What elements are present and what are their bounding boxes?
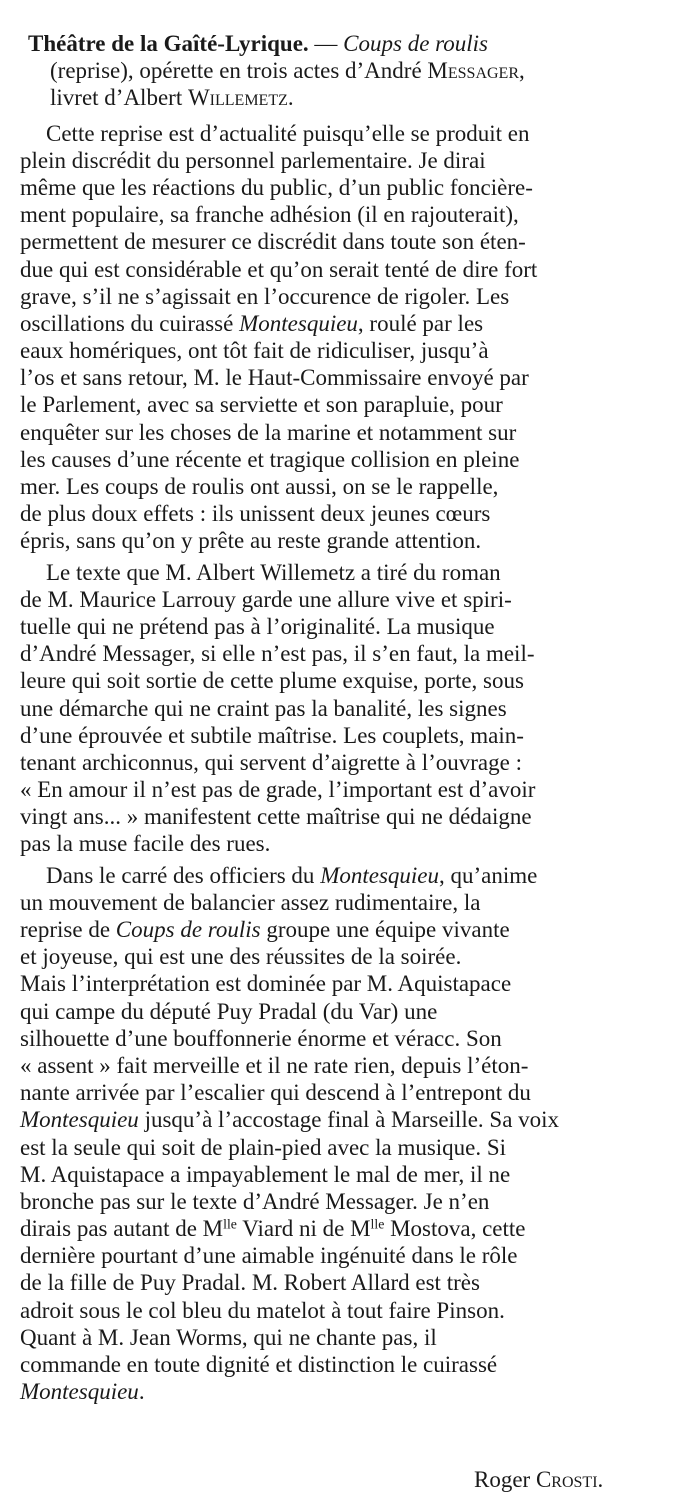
text-line: bronche pas sur le texte d’André Messager. Je n’en (20, 1188, 490, 1214)
text-line: M. Aquistapace a impayablement le mal de mer, il ne (20, 1161, 511, 1187)
text-line: de plus doux effets : ils unissent deux jeunes cœurs (20, 501, 491, 527)
text-line: Le texte que M. Albert Willemetz a tiré du roman (46, 559, 501, 585)
text-line: Cette reprise est d’actualité puisqu’elle se produit en (46, 120, 530, 146)
review-article (20, 30, 696, 1405)
heading-line: (reprise), opérette en trois actes d’André Messager, (50, 58, 525, 84)
ship-name: Montesquieu (20, 1379, 139, 1405)
article-heading (20, 30, 696, 112)
paragraph-2 (20, 559, 696, 858)
text-line: d’André Messager, si elle n’est pas, il s’en faut, la meil- (20, 641, 535, 667)
text-line: ment populaire, sa franche adhésion (il en rajouterait), (20, 202, 519, 228)
author-surname: Crosti (535, 1467, 598, 1492)
text-line: grave, s’il ne s’agissait en l’occurence de rigoler. Les (20, 283, 510, 309)
work-title: Coups de roulis (115, 917, 261, 942)
text-line: mer. Les coups de roulis ont aussi, on se le rappelle, (20, 474, 499, 499)
text-line: leure qui soit sortie de cette plume exquise, porte, sous (20, 668, 524, 694)
text-line: l’os et sans retour, M. le Haut-Commissaire envoyé par (20, 365, 529, 391)
text-line: Montesquieu jusqu’à l’accostage final à Marseille. Sa voix (20, 1107, 560, 1133)
text-line: commande en toute dignité et distinction le cuirassé (20, 1352, 498, 1377)
text-line: due qui est considérable et qu’on serait tenté de dire fort (20, 256, 538, 282)
text-line: même que les réactions du public, d’un public foncière- (20, 174, 533, 200)
text-line: dernière pourtant d’une aimable ingénuité dans le rôle (20, 1243, 518, 1269)
author-signature: Roger Crosti. (474, 1467, 604, 1492)
text-line: silhouette d’une bouffonnerie énorme et véracc. Son (20, 1025, 502, 1051)
text-line: tuelle qui ne prétend pas à l’originalité. La musique (20, 613, 495, 639)
paragraph-3 (20, 862, 696, 1406)
text-line: plein discrédit du personnel parlementaire. Je dirai (20, 147, 486, 173)
text-line: d’une éprouvée et subtile maîtrise. Les couplets, main- (20, 722, 524, 748)
text-line: vingt ans... » manifestent cette maîtrise qui ne dédaigne (20, 804, 532, 830)
work-title: Coups de roulis (343, 31, 488, 56)
text-line: « assent » fait merveille et il ne rate rien, depuis l’éton- (20, 1052, 529, 1078)
text-line: est la seule qui soit de plain-pied avec la musique. Si (20, 1134, 507, 1160)
text-line: dirais pas autant de $M^{lle}$ Viard ni de $M^{lle}$ Mostova, cette (20, 1216, 526, 1242)
text-line: « En amour il n’est pas de grade, l’important est d’avoir (20, 777, 536, 803)
text-line: Mais l’interprétation est dominée par M. Aquistapace (20, 971, 512, 997)
text-line: pas la muse facile des rues. (20, 831, 271, 857)
text-line: oscillations du cuirassé Montesquieu, roulé par les (20, 310, 484, 336)
composer-name: Messager (427, 58, 519, 84)
text-line: reprise de Coups de roulis groupe une équipe vivante (20, 917, 510, 942)
text-line: les causes d’une récente et tragique collision en pleine (20, 446, 520, 472)
text-line: permettent de mesurer ce discrédit dans toute son éten- (20, 229, 526, 255)
text-line: enquêter sur les choses de la marine et notamment sur (20, 419, 517, 445)
text-line: une démarche qui ne craint pas la banalité, les signes (20, 695, 507, 721)
text-line: nante arrivée par l’escalier qui descend à l’entrepont du (20, 1080, 531, 1106)
text-line: tenant archiconnus, qui servent d’aigrette à l’ouvrage : (20, 749, 522, 775)
text-line: qui campe du député Puy Pradal (du Var) une (20, 998, 438, 1024)
text-line: de la fille de Puy Pradal. M. Robert Allard est très (20, 1270, 480, 1296)
text-line: adroit sous le col bleu du matelot à tout faire Pinson. (20, 1297, 505, 1323)
text-line: un mouvement de balancier assez rudimentaire, la (20, 889, 481, 915)
text-line: de M. Maurice Larrouy garde une allure vive et spiri- (20, 586, 512, 612)
venue-name: Théâtre de la Gaîté-Lyrique. (28, 31, 309, 56)
text-line: eaux homériques, ont tôt fait de ridiculiser, jusqu’à (20, 338, 489, 364)
paragraph-1 (20, 120, 696, 555)
heading-line: livret d’Albert Willemetz. (50, 85, 294, 111)
text-line: Montesquieu. (20, 1379, 145, 1405)
ship-name: Montesquieu (239, 310, 358, 336)
heading-line: Théâtre de la Gaîté-Lyrique. — Coups de roulis (28, 31, 488, 56)
text-line: le Parlement, avec sa serviette et son parapluie, pour (20, 392, 503, 418)
text-line: Dans le carré des officiers du Montesquieu, qu’anime (46, 862, 538, 888)
text-line: et joyeuse, qui est une des réussites de la soirée. (20, 944, 462, 970)
text-line: épris, sans qu’on y prête au reste grande attention. (20, 528, 482, 554)
ship-name: Montesquieu (320, 862, 439, 888)
text-line: Quant à M. Jean Worms, qui ne chante pas, il (20, 1324, 437, 1350)
librettist-name: Willemetz (187, 85, 288, 111)
ship-name: Montesquieu (20, 1107, 139, 1133)
